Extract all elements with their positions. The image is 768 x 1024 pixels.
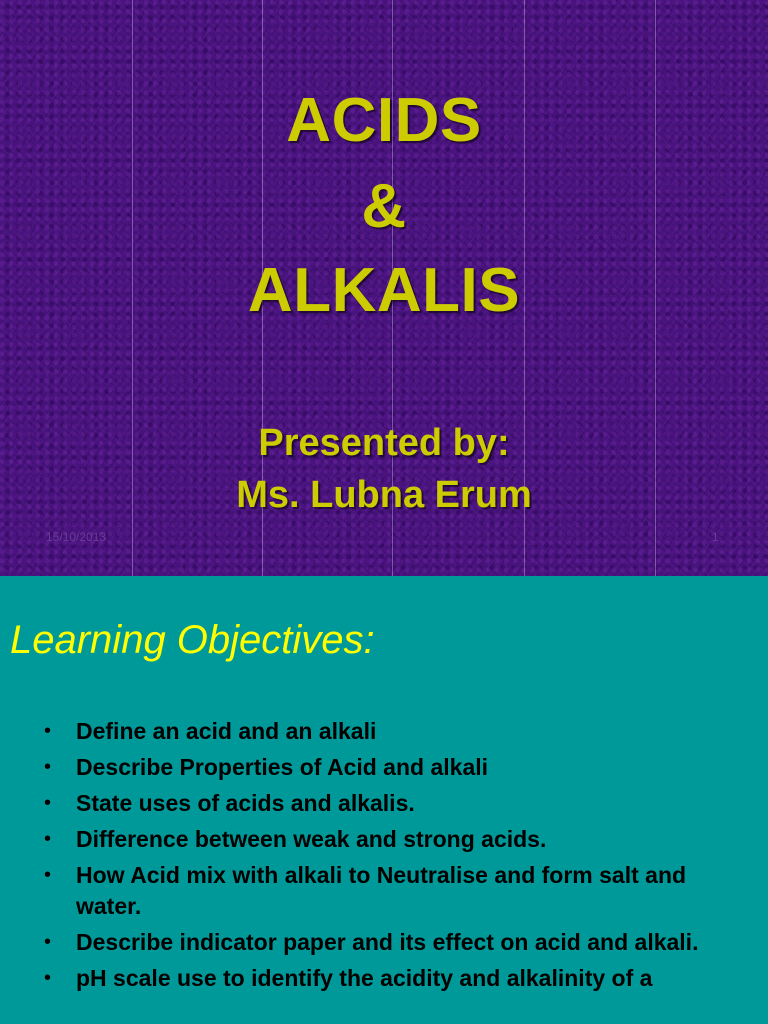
title-line-alkalis: ALKALIS <box>247 256 521 325</box>
presented-by-label: Presented by: <box>258 422 510 464</box>
bullet-icon: • <box>44 792 52 814</box>
objectives-list <box>40 716 740 999</box>
objective-text: pH scale use to identify the acidity and alkalinity of a <box>76 965 653 991</box>
objective-text: State uses of acids and alkalis. <box>76 790 415 816</box>
objective-text: Define an acid and an alkali <box>76 718 377 744</box>
list-item <box>40 716 740 747</box>
presenter-name: Ms. Lubna Erum <box>236 474 532 516</box>
slide-date: 15/10/2013 <box>46 530 107 544</box>
objectives-heading: Learning Objectives: <box>10 618 375 662</box>
list-item <box>40 860 740 922</box>
bullet-icon: • <box>44 828 52 850</box>
objective-text: Describe indicator paper and its effect on acid and alkali. <box>76 929 699 955</box>
objective-text: Describe Properties of Acid and alkali <box>76 754 489 780</box>
list-item <box>40 963 740 994</box>
list-item <box>40 927 740 958</box>
bullet-icon: • <box>44 864 52 886</box>
list-item <box>40 752 740 783</box>
list-item <box>40 788 740 819</box>
objectives-slide <box>0 576 768 1024</box>
bullet-icon: • <box>44 967 52 989</box>
bullet-icon: • <box>44 756 52 778</box>
objective-text: How Acid mix with alkali to Neutralise and form salt and water. <box>76 862 687 919</box>
title-line-acids: ACIDS <box>286 86 482 155</box>
bullet-icon: • <box>44 931 52 953</box>
slide-page-number: 1 <box>712 530 719 544</box>
list-item <box>40 824 740 855</box>
objective-text: Difference between weak and strong acids. <box>76 826 547 852</box>
title-line-ampersand: & <box>361 172 407 241</box>
bullet-icon: • <box>44 720 52 742</box>
